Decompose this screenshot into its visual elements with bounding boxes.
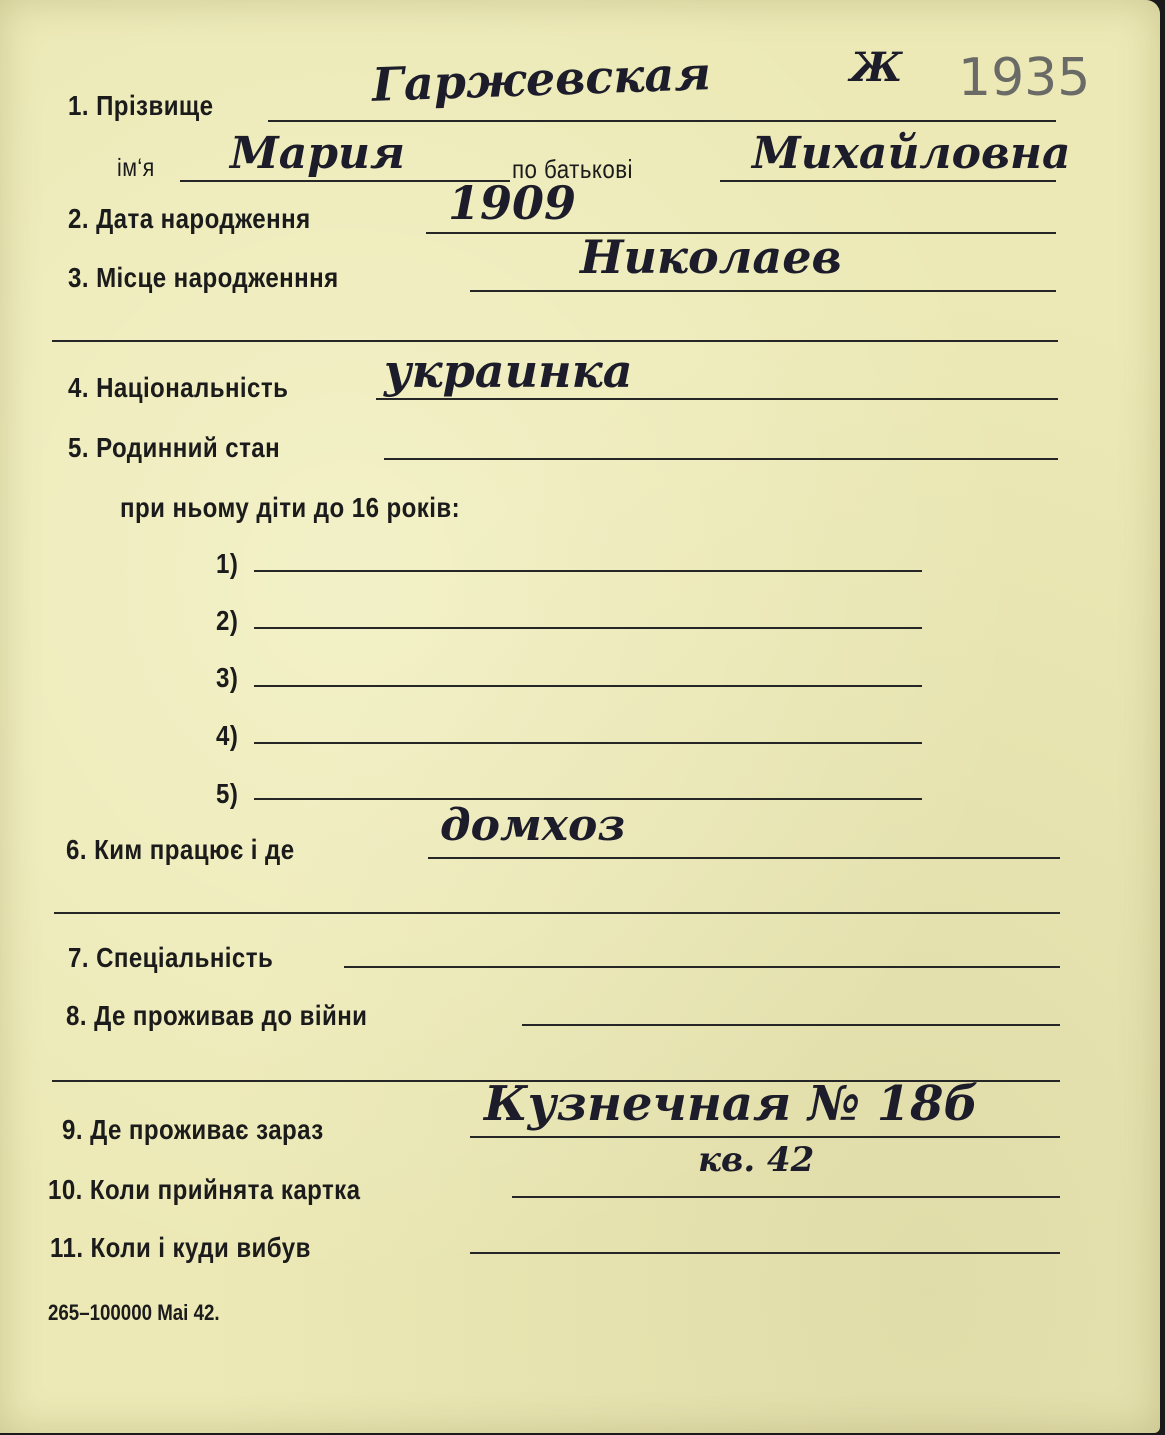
name-entry: Мария <box>230 128 405 179</box>
nationality-line <box>376 398 1058 400</box>
field-marital-label: 5. Родинний стан <box>68 432 281 463</box>
field-birthplace-label: 3. Місце народженння <box>68 262 339 293</box>
child-item-2: 2) <box>216 605 239 636</box>
field-nationality-label: 4. Національність <box>68 372 289 403</box>
departure-line <box>470 1252 1060 1254</box>
card-accepted-line <box>512 1196 1060 1198</box>
child-line-2 <box>254 627 922 629</box>
field-current-address-label: 9. Де проживає зараз <box>62 1114 324 1145</box>
card-number: 1935 <box>958 48 1091 108</box>
child-item-4: 4) <box>216 720 239 751</box>
child-item-5: 5) <box>216 778 239 809</box>
apartment-entry: кв. 42 <box>698 1140 815 1180</box>
marital-line <box>384 458 1058 460</box>
printer-imprint: 265–100000 Mai 42. <box>48 1300 220 1325</box>
field-departure-label: 11. Коли і куди вибув <box>50 1232 311 1263</box>
field-birthdate-label: 2. Дата народження <box>68 203 311 234</box>
child-line-3 <box>254 685 922 687</box>
current-address-entry: Кузнечная № 18б <box>484 1076 979 1132</box>
birthplace-entry: Николаев <box>580 230 842 284</box>
child-item-1: 1) <box>216 548 239 579</box>
specialty-line <box>344 966 1060 968</box>
occupation-entry: домхоз <box>440 800 626 851</box>
surname-entry: Гаржевская <box>371 46 712 112</box>
occupation-line <box>428 857 1060 859</box>
child-item-3: 3) <box>216 662 239 693</box>
field-name-label: ім‘я <box>117 154 155 182</box>
card-marker: Ж <box>850 44 903 91</box>
child-line-1 <box>254 570 922 572</box>
birthplace-extra-line <box>52 340 1058 342</box>
child-line-4 <box>254 742 922 744</box>
patronymic-line <box>720 180 1056 182</box>
field-prewar-address-label: 8. Де проживав до війни <box>66 1000 368 1031</box>
birthplace-line <box>470 290 1056 292</box>
nationality-entry: украинка <box>384 344 633 398</box>
field-specialty-label: 7. Спеціальність <box>68 942 274 973</box>
field-occupation-label: 6. Ким працює і де <box>66 834 295 865</box>
patronymic-entry: Михайловна <box>752 128 1071 179</box>
current-address-line <box>470 1136 1060 1138</box>
field-card-accepted-label: 10. Коли прийнята картка <box>48 1174 361 1205</box>
prewar-address-line <box>522 1024 1060 1026</box>
occupation-extra-line <box>54 912 1060 914</box>
surname-line <box>268 120 1056 122</box>
field-patronymic-label: по батькові <box>512 154 633 184</box>
field-surname-label: 1. Прізвище <box>68 90 214 121</box>
children-label: при ньому діти до 16 років: <box>120 492 461 523</box>
birthdate-entry: 1909 <box>448 176 577 230</box>
